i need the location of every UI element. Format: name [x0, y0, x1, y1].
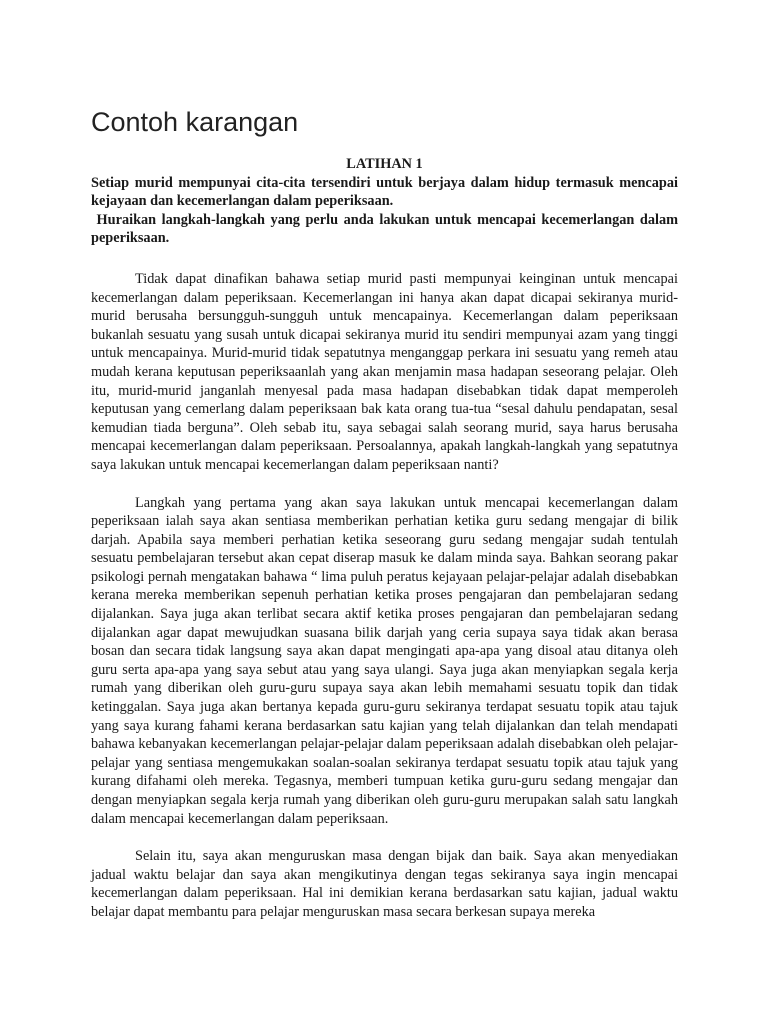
essay-paragraph-intro: Tidak dapat dinafikan bahawa setiap murid pasti mempunyai keinginan untuk mencapai kecemerlangan dalam peperiksaan. Kecemerlangan ini hanya akan dapat dicapai sekiranya murid-murid berusaha bersungguh-sungguh untuk mencapainya. Kecemerlangan dalam peperiksaan bukanlah sesuatu yang susah untuk dicapai sekiranya murid itu sendiri mempunyai azam yang tinggi untuk mencapainya. Murid-murid tidak sepatutnya menganggap perkara ini sesuatu yang remeh atau mudah kerana keputusan peperiksaanlah yang akan menjamin masa hadapan seseorang pelajar. Oleh itu, murid-murid janganlah menyesal pada masa hadapan disebabkan tidak dapat memperoleh keputusan yang cemerlang dalam peperiksaan bak kata orang tua-tua “sesal dahulu pendapatan, sesal kemudian tiada berguna”. Oleh sebab itu, saya sebagai salah seorang murid, saya harus berusaha mencapai kecemerlangan dalam peperiksaan. Persoalannya, apakah langkah-langkah yang sepatutnya saya lakukan untuk mencapai kecemerlangan dalam peperiksaan nanti? [91, 270, 678, 473]
question-statement: Setiap murid mempunyai cita-cita tersendiri untuk berjaya dalam hidup termasuk mencapai kejayaan dan kecemerlangan dalam peperiksaan. [91, 174, 678, 210]
document-body [91, 155, 678, 922]
document-title: Contoh karangan [91, 107, 299, 137]
question-instruction: Huraikan langkah-langkah yang perlu anda lakukan untuk mencapai kecemerlangan dalam peperiksaan. [91, 211, 678, 247]
essay-paragraph-second-step: Selain itu, saya akan menguruskan masa dengan bijak dan baik. Saya akan menyediakan jadual waktu belajar dan saya akan mengikutinya dengan tegas sekiranya saya ingin mencapai kecemerlangan dalam peperiksaan. Hal ini demikian kerana berdasarkan satu kajian, jadual waktu belajar dapat membantu para pelajar menguruskan masa secara berkesan supaya mereka [91, 848, 678, 920]
essay-paragraph-first-step: Langkah yang pertama yang akan saya lakukan untuk mencapai kecemerlangan dalam peperiksaan ialah saya akan sentiasa memberikan perhatian ketika guru sedang mengajar di bilik darjah. Apabila saya memberi perhatian ketika seseorang guru sedang mengajar sudah tentulah sesuatu pembelajaran tersebut akan cepat diserap masuk ke dalam minda saya. Bahkan seorang pakar psikologi pernah mengatakan bahawa “ lima puluh peratus kejayaan pelajar-pelajar adalah disebabkan kerana mereka memberikan sepenuh perhatian ketika proses pengajaran dan pembelajaran sedang dijalankan. Saya juga akan terlibat secara aktif ketika proses pengajaran dan pembelajaran sedang dijalankan agar dapat mewujudkan suasana bilik darjah yang ceria supaya saya tidak akan berasa bosan dan secara tidak langsung saya akan dapat mengingati apa-apa yang disoal atau ditanya oleh guru serta apa-apa yang saya sebut atau yang saya ulangi. Saya juga akan menyiapkan segala kerja rumah yang diberikan oleh guru-guru supaya saya akan lebih memahami sesuatu topik dan tidak ketinggalan. Saya juga akan bertanya kepada guru-guru sekiranya terdapat sesuatu topik atau tajuk yang saya kurang fahami kerana berdasarkan satu kajian yang telah dijalankan dan telah mendapati bahawa kebanyakan kecemerlangan pelajar-pelajar dalam peperiksaan adalah disebabkan oleh pelajar-pelajar yang sentiasa mengemukakan soalan-soalan sekiranya terdapat sesuatu topik atau tajuk yang kurang difahami oleh mereka. Tegasnya, memberi tumpuan ketika guru-guru sedang mengajar dan dengan menyiapkan segala kerja rumah yang diberikan oleh guru-guru merupakan salah satu langkah dalam mencapai kecemerlangan dalam peperiksaan. [91, 494, 678, 827]
exercise-heading: LATIHAN 1 [346, 156, 423, 172]
